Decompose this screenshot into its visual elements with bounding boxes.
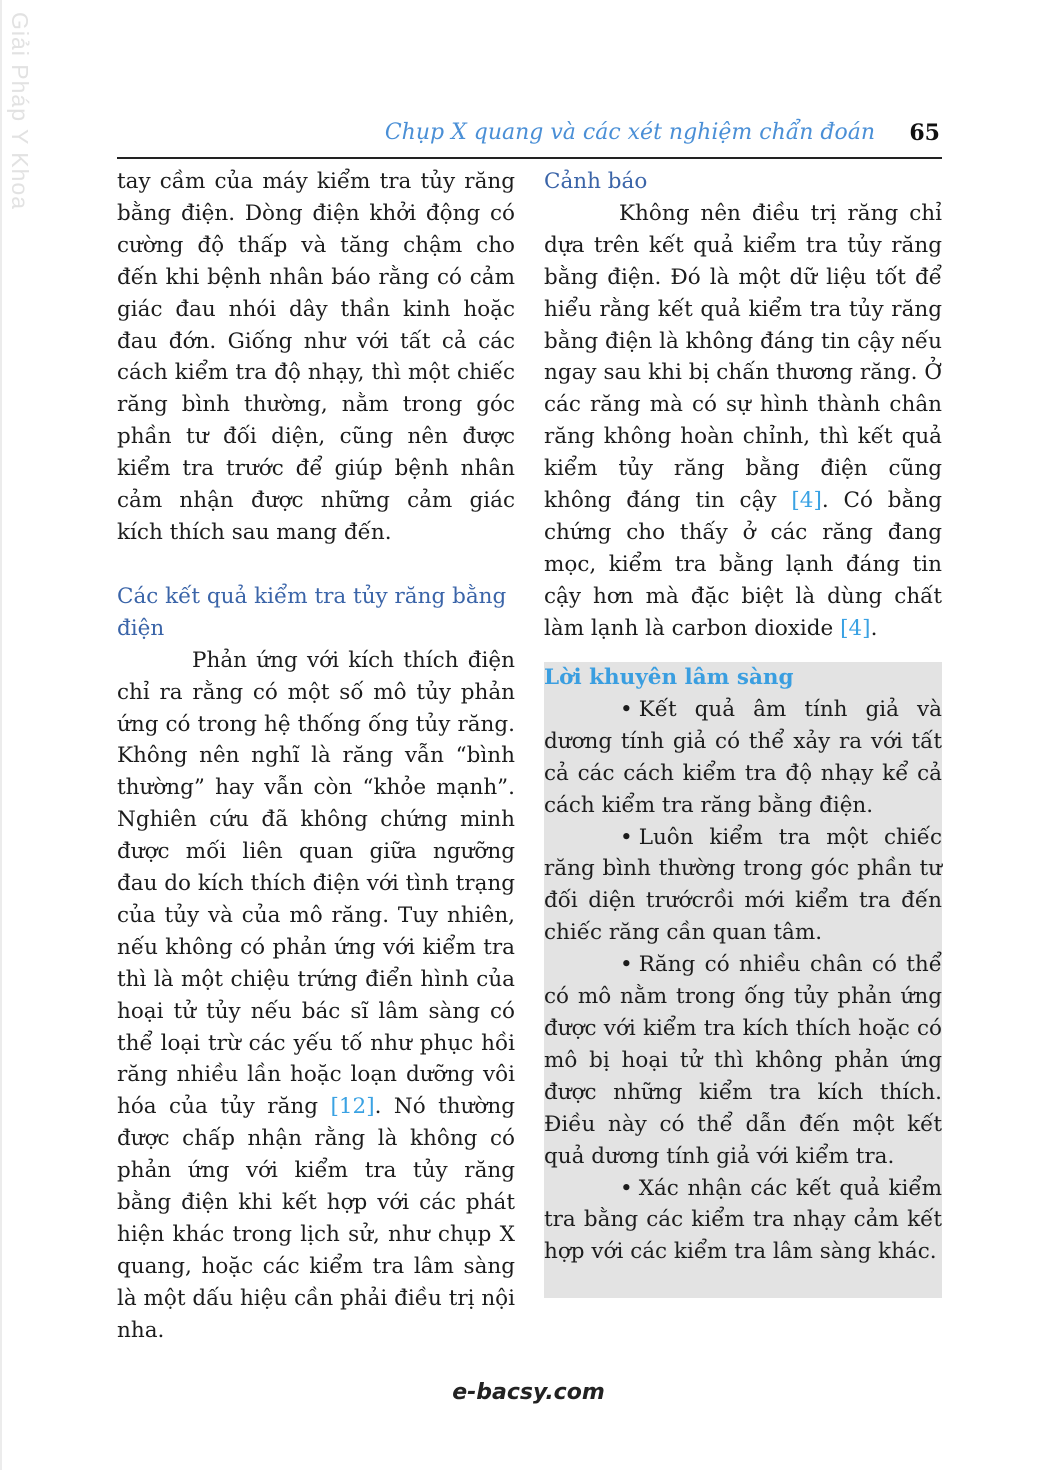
paragraph-text: . Nó thường được chấp nhận rằng là không có phản ứng với kiểm tra tủy răng bằng điện khi kết hợp với các phát hiện khác trong lịch sử, như chụp X quang, hoặc các kiểm tra lâm sàng là một dấu hiệu cần phải điều trị nội nha. xyxy=(117,1094,515,1343)
paragraph-text: Phản ứng với kích thích điện chỉ ra rằng có một số mô tủy phản ứng có trong hệ thống ống tủy răng. Không nên nghĩ là răng vẫn “bình thường” hay vẫn còn “khỏe mạnh”. Nghiên cứu đã không chứng minh được mối liên quan giữa ngưỡng đau do kích thích điện với tình trạng của tủy và của mô răng. Tuy nhiên, nếu không có phản ứng với kiểm tra thì là một chiệu trứng điển hình của hoại tử tủy nếu bác sĩ lâm sàng có thể loại trừ các yếu tố như phục hồi răng nhiều lần hoặc loạn dưỡng vôi hóa của tủy răng xyxy=(117,647,515,1120)
header-rule xyxy=(117,157,942,159)
clinical-tip xyxy=(544,1173,942,1269)
citation-link[interactable]: [4] xyxy=(791,488,822,514)
paragraph-text: . xyxy=(870,615,878,641)
bullet-icon: • xyxy=(620,952,633,978)
page-edge xyxy=(0,0,2,1470)
intro-paragraph: tay cầm của máy kiểm tra tủy răng bằng điện. Dòng điện khởi động có cường độ thấp và tăng chậm cho đến khi bệnh nhân báo rằng có cảm giác đau nhói dây thần kinh hoặc đau đớn. Giống như với tất cả các cách kiểm tra độ nhạy, thì một chiếc răng bình thường, nằm trong góc phần tư đối diện, cũng nên được kiểm tra trước để giúp bệnh nhân cảm nhận được những cảm giác kích thích sau mang đến. xyxy=(117,169,515,545)
clinical-tip xyxy=(544,949,942,1172)
side-watermark: Giải Pháp Y Khoa xyxy=(7,12,33,211)
paragraph-text: . Có bằng chứng cho thấy ở các răng đang mọc, kiểm tra bằng lạnh đáng tin cậy hơn mà đặc biệt là dùng chất làm lạnh là carbon dioxide xyxy=(544,488,942,641)
footer-website: e-bacsy.com xyxy=(452,1380,605,1405)
page-number: 65 xyxy=(909,120,940,146)
chapter-title: Chụp X quang và các xét nghiệm chẩn đoán xyxy=(384,120,875,145)
right-column xyxy=(544,166,942,645)
clinical-tip-text: Kết quả âm tính giả và dương tính giả có thể xảy ra với tất cả các cách kiểm tra độ nhạy kể cả cách kiểm tra răng bằng điện. xyxy=(544,696,942,818)
clinical-tips-title: Lời khuyên lâm sàng xyxy=(544,665,794,690)
left-column xyxy=(117,166,515,1347)
section-heading: Các kết quả kiểm tra tủy răng bằng điện xyxy=(117,583,507,641)
bullet-icon: • xyxy=(620,824,633,850)
clinical-tip xyxy=(544,822,942,950)
clinical-tips-content xyxy=(544,662,942,1268)
citation-link[interactable]: [12] xyxy=(330,1094,375,1120)
clinical-tip-text: Xác nhận các kết quả kiểm tra bằng các kiểm tra nhạy cảm kết hợp với các kiểm tra lâm sàng khác. xyxy=(544,1175,942,1265)
section-gap xyxy=(117,549,515,581)
clinical-tips-box xyxy=(544,662,942,1298)
clinical-tip xyxy=(544,694,942,822)
bullet-icon: • xyxy=(620,1175,633,1201)
warning-heading: Cảnh báo xyxy=(544,169,648,194)
section-paragraph xyxy=(117,645,515,1347)
paragraph-text: Không nên điều trị răng chỉ dựa trên kết quả kiểm tra tủy răng bằng điện. Đó là một dữ liệu tốt để hiểu rằng kết quả kiểm tra tủy răng bằng điện là không đáng tin cậy nếu ngay sau khi bị chấn thương răng. Ở các răng mà có sự hình thành chân răng không hoàn chỉnh, thì kết quả kiểm tủy răng bằng điện cũng không đáng tin cậy xyxy=(544,200,942,514)
clinical-tip-text: Răng có nhiều chân có thể có mô nằm trong ống tủy phản ứng được với kiểm tra kích thích hoặc có mô bị hoại tử thì không phản ứng được những kiểm tra kích thích. Điều này có thể dẫn đến một kết quả dương tính giả với kiểm tra. xyxy=(544,952,942,1169)
running-header xyxy=(117,120,942,156)
bullet-icon: • xyxy=(620,696,633,722)
citation-link[interactable]: [4] xyxy=(840,615,871,641)
clinical-tip-text: Luôn kiểm tra một chiếc răng bình thường trong góc phần tư đối diện trướcrồi mới kiểm tra đến chiếc răng cần quan tâm. xyxy=(544,824,942,946)
warning-paragraph xyxy=(544,198,942,645)
